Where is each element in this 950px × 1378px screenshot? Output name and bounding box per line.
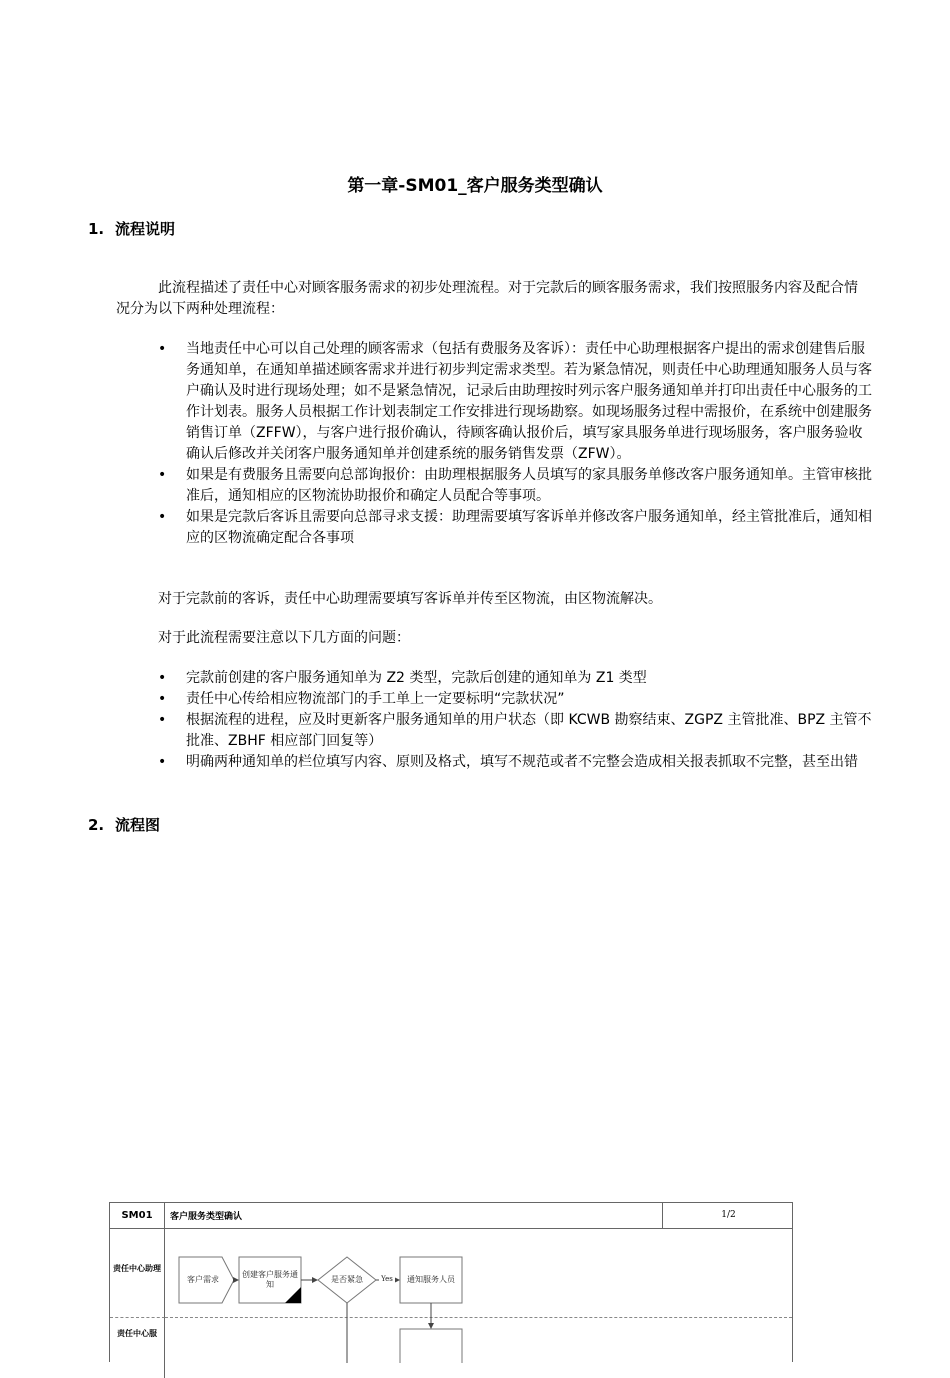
list-item: • 当地责任中心可以自己处理的顾客需求（包括有费服务及客诉）：责任中心助理根据客户提出的需求创建售后服务通知单，在通知单描述顾客需求并进行初步判定需求类型。若为紧急情况，则责任中心助理通知服务人员与客户确认及时进行现场处理；如不是紧急情况，记录后由助理按时列示客户服务通知单并打印出责任中心服务的工作计划表。服务人员根据工作计划表制定工作安排进行现场勘察。如现场服务过程中需报价，在系统中创建服务销售订单（ZFFW），与客户进行报价确认，待顾客确认报价后，填写家具服务单进行现场服务，客户服务验收确认后修改并关闭客户服务通知单并创建系统的服务销售发票（ZFW）。 bbox=[158, 341, 872, 462]
section-number: 1. bbox=[88, 220, 105, 238]
list-item: • 完款前创建的客户服务通知单为 Z2 类型，完款后创建的通知单为 Z1 类型 bbox=[158, 668, 872, 689]
page-indicator: 1/2 bbox=[662, 1203, 794, 1228]
list-item: • 根据流程的进程，应及时更新客户服务通知单的用户状态（即 KCWB 勘察结束、ZGPZ 主管批准、BPZ 主管不批准、ZBHF 相应部门回复等） bbox=[158, 712, 872, 749]
bullet-icon: • bbox=[158, 712, 167, 728]
section-number: 2. bbox=[88, 816, 105, 834]
list-item: • 明确两种通知单的栏位填写内容、原则及格式，填写不规范或者不完整会造成相关报表抓取不完整，甚至出错 bbox=[158, 752, 872, 773]
list-item: • 如果是有费服务且需要向总部询报价：由助理根据服务人员填写的家具服务单修改客户服务通知单。主管审核批准后，通知相应的区物流协助报价和确定人员配合等事项。 bbox=[158, 467, 872, 504]
document-title: 第一章-SM01_客户服务类型确认 bbox=[347, 176, 603, 196]
notify-node-label: 通知服务人员 bbox=[407, 1275, 455, 1284]
section-heading-1 bbox=[88, 219, 175, 239]
complaint-paragraph: 对于完款前的客诉，责任中心助理需要填写客诉单并传至区物流，由区物流解决。 bbox=[158, 591, 662, 607]
edge-yes-label: Yes bbox=[379, 1274, 395, 1284]
notes-intro-paragraph: 对于此流程需要注意以下几方面的问题： bbox=[158, 630, 410, 646]
service-node-shape bbox=[400, 1329, 462, 1363]
list-item: • 责任中心传给相应物流部门的手工单上一定要标明“完款状况” bbox=[158, 689, 872, 710]
bullet-icon: • bbox=[158, 691, 167, 707]
swimlane-header-service: 责任中心服 bbox=[110, 1318, 165, 1378]
section-title: 流程说明 bbox=[115, 220, 176, 238]
decision-node-label: 是否紧急 bbox=[331, 1275, 363, 1284]
list-item: • 如果是完款后客诉且需要向总部寻求支援：助理需要填写客诉单并修改客户服务通知单，经主管批准后，通知相应的区物流确定配合各事项 bbox=[158, 509, 872, 546]
process-bullet-list bbox=[158, 339, 872, 549]
start-node-label: 客户需求 bbox=[187, 1275, 219, 1284]
bullet-icon: • bbox=[158, 341, 167, 357]
swimlane-header-assistant: 责任中心助理 bbox=[110, 1229, 165, 1318]
section-title: 流程图 bbox=[115, 816, 161, 834]
notes-bullet-list bbox=[158, 668, 872, 773]
bullet-icon: • bbox=[158, 509, 167, 525]
flowchart bbox=[109, 1202, 793, 1362]
process-code: SM01 bbox=[110, 1203, 165, 1228]
intro-paragraph: 此流程描述了责任中心对顾客服务需求的初步处理流程。对于完款后的顾客服务需求，我们按照服务内容及配合情况分为以下两种处理流程： bbox=[116, 280, 858, 317]
bullet-icon: • bbox=[158, 670, 167, 686]
section-heading-2 bbox=[88, 815, 160, 835]
process-name: 客户服务类型确认 bbox=[170, 1212, 243, 1222]
bullet-icon: • bbox=[158, 754, 167, 770]
create-node-label: 创建客户服务通知 bbox=[242, 1270, 298, 1289]
bullet-icon: • bbox=[158, 467, 167, 483]
